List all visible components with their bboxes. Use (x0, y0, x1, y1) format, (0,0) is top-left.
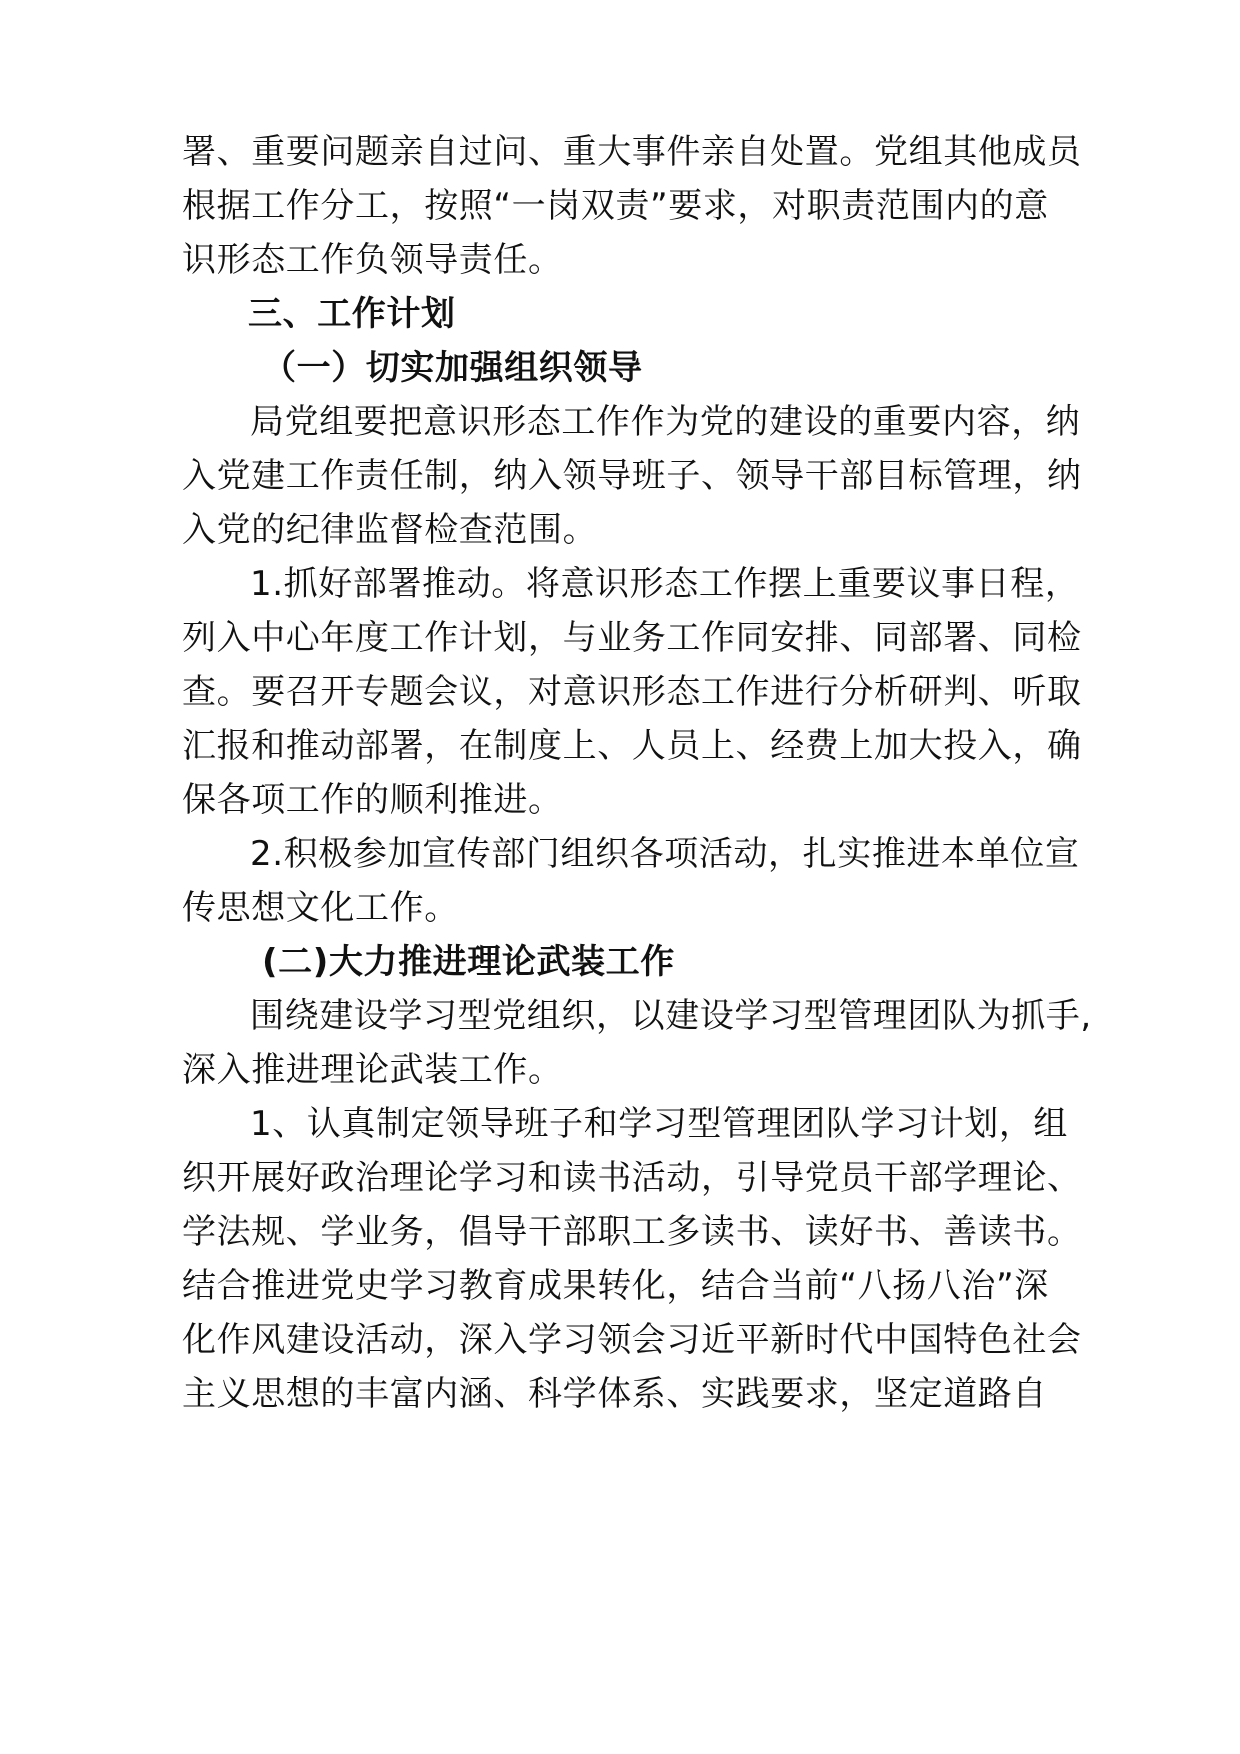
paragraph-first-line: 局党组要把意识形态工作作为党的建设的重要内容，纳 (250, 402, 1081, 442)
paragraph-first-line: 1、认真制定领导班子和学习型管理团队学习计划，组 (250, 1104, 1069, 1144)
text-line: 查。要召开专题会议，对意识形态工作进行分析研判、听取 (182, 672, 1082, 712)
text-line: 列入中心年度工作计划，与业务工作同安排、同部署、同检 (182, 618, 1082, 658)
text-line: 织开展好政治理论学习和读书活动，引导党员干部学理论、 (182, 1158, 1082, 1198)
paragraph-first-line: 围绕建设学习型党组织，以建设学习型管理团队为抓手, (250, 996, 1092, 1036)
text-line: 保各项工作的顺利推进。 (182, 780, 563, 820)
text-line: 结合推进党史学习教育成果转化，结合当前“八扬八治”深 (182, 1266, 1049, 1306)
text-line: 识形态工作负领导责任。 (182, 240, 563, 280)
text-line: 入党建工作责任制，纳入领导班子、领导干部目标管理，纳 (182, 456, 1082, 496)
subsection-heading: (二)大力推进理论武装工作 (262, 942, 675, 982)
text-line: 学法规、学业务，倡导干部职工多读书、读好书、善读书。 (182, 1212, 1082, 1252)
subsection-heading: （一）切实加强组织领导 (262, 348, 643, 388)
text-line: 化作风建设活动，深入学习领会习近平新时代中国特色社会 (182, 1320, 1082, 1360)
text-line: 主义思想的丰富内涵、科学体系、实践要求，坚定道路自 (182, 1374, 1047, 1414)
text-line: 汇报和推动部署，在制度上、人员上、经费上加大投入，确 (182, 726, 1082, 766)
text-line: 入党的纪律监督检查范围。 (182, 510, 598, 550)
text-line: 根据工作分工，按照“一岗双责”要求，对职责范围内的意 (182, 186, 1049, 226)
text-line: 深入推进理论武装工作。 (182, 1050, 563, 1090)
section-heading: 三、工作计划 (248, 294, 456, 334)
paragraph-first-line: 1.抓好部署推动。将意识形态工作摆上重要议事日程， (250, 564, 1080, 604)
text-line: 署、重要问题亲自过问、重大事件亲自处置。党组其他成员 (182, 132, 1082, 172)
text-line: 传思想文化工作。 (182, 888, 459, 928)
paragraph-first-line: 2.积极参加宣传部门组织各项活动，扎实推进本单位宣 (250, 834, 1080, 874)
